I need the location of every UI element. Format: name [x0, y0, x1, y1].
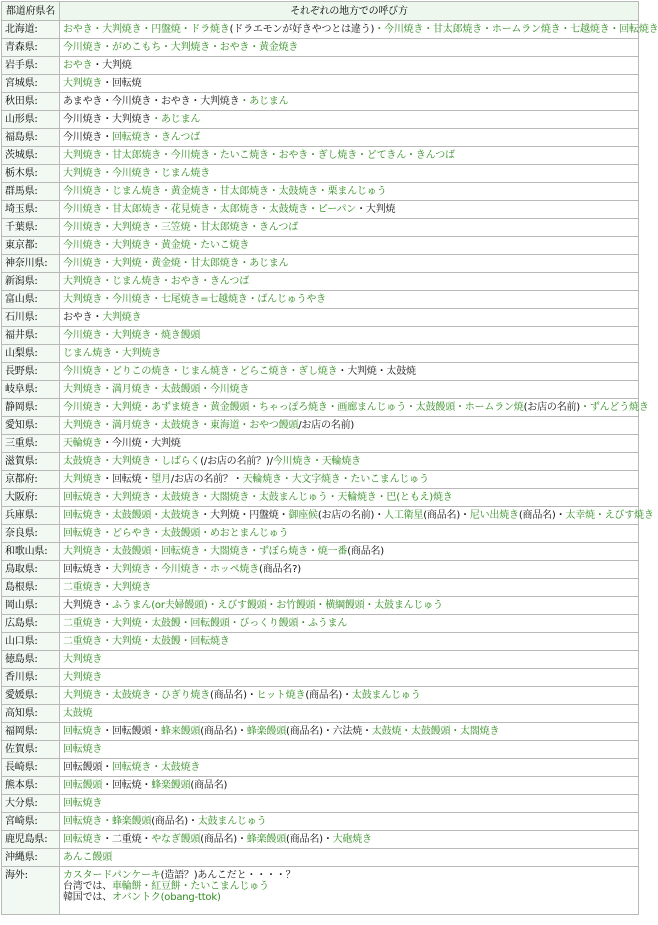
prefecture-cell: 大阪府:	[2, 489, 60, 507]
regional-names-cell	[60, 489, 639, 507]
regional-names-cell	[60, 291, 639, 309]
name-variant: 回転焼き・太鼓焼き	[112, 762, 201, 773]
prefecture-cell: 熊本県:	[2, 777, 60, 795]
regional-names-cell	[60, 237, 639, 255]
prefecture-cell: 山梨県:	[2, 345, 60, 363]
prefecture-cell: 山口県:	[2, 633, 60, 651]
table-row	[2, 345, 639, 363]
table-row	[2, 525, 639, 543]
table-row	[2, 579, 639, 597]
table-row	[2, 381, 639, 399]
regional-names-cell	[60, 381, 639, 399]
name-note: ・回転饅頭・	[102, 726, 162, 737]
prefecture-cell: 兵庫県:	[2, 507, 60, 525]
name-variant: 大判焼き	[63, 654, 103, 665]
name-variant: 大砲焼き	[332, 834, 372, 845]
name-note: (商品名)・	[286, 834, 333, 845]
overseas-line	[63, 892, 635, 903]
table-row	[2, 111, 639, 129]
regional-names-cell	[60, 21, 658, 39]
name-note: (商品名)・	[305, 690, 352, 701]
prefecture-cell: 香川県:	[2, 669, 60, 687]
table-row	[2, 93, 639, 111]
name-variant: 大判焼き・満月焼き・太鼓饅頭・今川焼き	[63, 384, 250, 395]
name-note: ・今川焼・大判焼	[102, 438, 181, 449]
prefecture-cell: 千葉県:	[2, 219, 60, 237]
header-row	[2, 2, 639, 21]
regional-names-cell	[60, 39, 639, 57]
regional-names-cell	[60, 813, 639, 831]
prefecture-cell: 鹿児島県:	[2, 831, 60, 849]
prefecture-cell: 福島県:	[2, 129, 60, 147]
regional-names-cell	[60, 759, 639, 777]
regional-names-cell	[60, 255, 639, 273]
table-body	[2, 21, 658, 915]
regional-names-cell	[60, 615, 639, 633]
name-variant: 今川焼き・じまん焼き・黄金焼き・甘太郎焼き・太鼓焼き・栗まんじゅう	[63, 186, 387, 197]
prefecture-cell: 山形県:	[2, 111, 60, 129]
name-variant: ・あじまん	[239, 96, 289, 107]
table-row	[2, 651, 639, 669]
name-note: (商品名?)	[259, 564, 301, 575]
name-variant: 太幸焼・えびす焼き	[565, 510, 654, 521]
table-row	[2, 21, 639, 39]
prefecture-cell: 広島県:	[2, 615, 60, 633]
prefecture-cell: 沖縄県:	[2, 849, 60, 867]
name-variant: 今川焼き・大判焼き・三笠焼・甘太郎焼き・きんつば	[63, 222, 298, 233]
name-variant: 二重焼き・大判焼・太鼓饅・回転饅頭・びっくり饅頭・ふうまん	[63, 618, 348, 629]
table-row	[2, 669, 639, 687]
name-note: (商品名)・	[151, 816, 198, 827]
name-note: (商品名)・	[423, 510, 470, 521]
name-variant: 太鼓焼	[63, 708, 93, 719]
name-variant: 天輪焼き	[63, 438, 103, 449]
name-variant: 大判焼き・太鼓饅頭・回転焼き・大閤焼き・ずぼら焼き・焼一番	[63, 546, 348, 557]
name-variant: 大判焼き・今川焼き・七尾焼き=七越焼き・ばんじゅうやき	[63, 294, 326, 305]
prefecture-cell: 宮城県:	[2, 75, 60, 93]
name-variant: 大判焼き	[63, 474, 103, 485]
name-variant: 御座候	[288, 510, 318, 521]
name-note: ・二重焼・	[102, 834, 152, 845]
prefecture-cell: 新潟県:	[2, 273, 60, 291]
header-prefecture: 都道府県名	[2, 2, 60, 21]
name-variant: 今川焼き・大判焼き・焼き饅頭	[63, 330, 201, 341]
regional-names-cell	[60, 579, 639, 597]
regional-names-cell	[60, 273, 639, 291]
name-variant: 今川焼き・天輪焼き	[272, 456, 361, 467]
table-row	[2, 561, 639, 579]
table-row	[2, 183, 639, 201]
regional-names-cell	[60, 741, 639, 759]
table-row	[2, 453, 639, 471]
name-note: ・大判焼・太鼓焼	[337, 366, 416, 377]
table-row	[2, 237, 639, 255]
name-variant: おやき・大判焼き・円盤焼・ドラ焼き	[63, 24, 230, 35]
table-row	[2, 291, 639, 309]
name-variant: 大判焼き	[63, 672, 103, 683]
prefecture-cell: 三重県:	[2, 435, 60, 453]
name-note: おやき・	[63, 312, 103, 323]
name-note: 台湾では、	[63, 881, 112, 892]
table-row	[2, 255, 639, 273]
regional-names-cell	[60, 327, 639, 345]
name-variant: 大判焼き・今川焼き・じまん焼き	[63, 168, 210, 179]
name-variant: 大判焼き・満月焼き・太鼓焼き・東海道・おやつ饅頭	[63, 420, 299, 431]
table-row	[2, 741, 639, 759]
prefecture-cell: 富山県:	[2, 291, 60, 309]
name-note: (造語？)あんこだと・・・・？	[160, 870, 296, 881]
name-variant: ・あじまん	[151, 114, 201, 125]
name-note: /お店の名前)	[298, 420, 355, 431]
regional-names-cell	[60, 435, 639, 453]
prefecture-cell: 埼玉県:	[2, 201, 60, 219]
table-row	[2, 165, 639, 183]
table-row	[2, 759, 639, 777]
name-note: ・大判焼	[92, 60, 132, 71]
name-note: 大判焼き・	[63, 600, 112, 611]
prefecture-cell: 大分県:	[2, 795, 60, 813]
prefecture-cell: 静岡県:	[2, 399, 60, 417]
regional-names-cell	[60, 111, 639, 129]
prefecture-cell: 愛媛県:	[2, 687, 60, 705]
name-note: (/お店の名前？)/	[200, 456, 273, 467]
regional-names-cell	[60, 93, 639, 111]
prefecture-cell: 京都府:	[2, 471, 60, 489]
name-note: (商品名)	[190, 780, 228, 791]
regional-names-cell	[60, 669, 639, 687]
name-variant: 大判焼き・今川焼き・ホッペ焼き	[112, 564, 259, 575]
name-variant: 今川焼き・甘太郎焼き・花見焼き・太郎焼き・太鼓焼き・ピーパン	[63, 204, 357, 215]
regional-names-cell	[60, 507, 654, 525]
regional-names-cell	[60, 705, 639, 723]
name-variant: 回転焼き	[63, 834, 103, 845]
name-variant: 回転焼き・きんつば	[112, 132, 200, 143]
name-variant: 太鼓焼・太鼓饅頭・太閤焼き	[371, 726, 500, 737]
name-variant: 今川焼き・がめこもち・大判焼き・おやき・黄金焼き	[63, 42, 299, 53]
table-row	[2, 723, 639, 741]
regional-names-cell	[60, 597, 639, 615]
name-note: ・回転焼・	[102, 780, 152, 791]
prefecture-cell: 石川県:	[2, 309, 60, 327]
overseas-line	[63, 881, 635, 892]
table-row	[2, 543, 639, 561]
name-note: 今川焼き・	[63, 132, 112, 143]
name-variant: 太鼓焼き・大判焼き・しばらく	[63, 456, 201, 467]
name-note: (ドラエモンが好きやつとは違う)	[229, 24, 375, 35]
name-variant: 太鼓まんじゅう	[197, 816, 267, 827]
name-variant: あんこ饅頭	[63, 852, 112, 863]
name-note: (商品名)・	[200, 834, 247, 845]
name-variant: やなぎ饅頭	[151, 834, 201, 845]
name-note: 回転饅頭・	[63, 762, 112, 773]
name-note: 韓国では、	[63, 892, 112, 903]
name-note: 今川焼き・大判焼き	[63, 114, 152, 125]
regional-names-cell	[60, 129, 639, 147]
prefecture-cell: 栃木県:	[2, 165, 60, 183]
table-row	[2, 705, 639, 723]
name-variant: 人工衛星	[384, 510, 424, 521]
regional-names-cell	[60, 687, 639, 705]
regional-names-cell	[60, 165, 639, 183]
name-note: (お店の名前)・	[317, 510, 385, 521]
name-variant: 蜂楽饅頭	[246, 834, 287, 845]
regional-names-cell	[60, 561, 639, 579]
name-variant: ヒット焼き	[256, 690, 306, 701]
name-variant: 大判焼き・太鼓焼き・ひぎり焼き	[63, 690, 210, 701]
prefecture-cell: 長崎県:	[2, 759, 60, 777]
table-row	[2, 777, 639, 795]
regional-names-cell	[60, 453, 639, 471]
name-variant: 蜂楽饅頭	[246, 726, 287, 737]
overseas-line	[63, 870, 635, 881]
regional-names-cell	[60, 543, 639, 561]
name-note: (商品名)・	[200, 726, 247, 737]
table-row	[2, 687, 639, 705]
table-row	[2, 615, 639, 633]
regional-names-cell	[60, 57, 639, 75]
name-variant: 今川焼き・大判焼き・黄金焼・たいこ焼き	[63, 240, 250, 251]
name-variant: 今川焼き・どりこの焼き・じまん焼き・どらこ焼き・ぎし焼き	[63, 366, 338, 377]
prefecture-cell: 茨城県:	[2, 147, 60, 165]
prefecture-cell: 宮崎県:	[2, 813, 60, 831]
name-note: (商品名)・	[518, 510, 566, 521]
prefecture-cell: 青森県:	[2, 39, 60, 57]
name-note: (商品名)・六法焼・	[286, 726, 372, 737]
regional-names-cell	[60, 345, 639, 363]
name-variant: 回転饅頭	[63, 780, 103, 791]
name-variant: 回転焼き・太鼓饅頭・太鼓焼き	[63, 510, 201, 521]
table-row	[2, 417, 639, 435]
name-variant: 望月	[151, 474, 171, 485]
name-variant: カスタードパンケーキ	[63, 870, 161, 881]
table-row	[2, 633, 639, 651]
prefecture-cell: 奈良県:	[2, 525, 60, 543]
name-variant: 回転焼き・どらやき・太鼓饅頭・めおとまんじゅう	[63, 528, 289, 539]
regional-names-cell	[60, 183, 639, 201]
prefecture-cell: 長野県:	[2, 363, 60, 381]
name-note: (お店の名前)	[523, 402, 581, 413]
name-note: (商品名)・	[210, 690, 257, 701]
name-variant: 蜂楽饅頭	[151, 780, 191, 791]
table-row	[2, 795, 639, 813]
prefecture-cell: 秋田県:	[2, 93, 60, 111]
regional-names-cell	[60, 777, 639, 795]
prefecture-cell: 愛知県:	[2, 417, 60, 435]
regional-names-cell	[60, 723, 639, 741]
regional-names-cell	[60, 219, 639, 237]
table-row	[2, 831, 639, 849]
name-variant: 大判焼き	[63, 78, 103, 89]
name-variant: おやき	[63, 60, 93, 71]
table-row	[2, 201, 639, 219]
name-variant: 今川焼き・大判焼・あずま焼き・黄金饅頭・ちゃっぽろ焼き・画廊まんじゅう・太鼓饅頭・ホームラン焼	[63, 402, 524, 413]
table-row	[2, 75, 639, 93]
name-note: ・大判焼	[356, 204, 396, 215]
prefecture-cell: 岡山県:	[2, 597, 60, 615]
table-row	[2, 39, 639, 57]
name-variant: 大判焼き・じまん焼き・おやき・きんつば	[63, 276, 249, 287]
regional-names-cell	[60, 525, 639, 543]
name-variant: 今川焼き・大判焼・黄金焼・甘太郎焼き・あじまん	[63, 258, 289, 269]
regional-names-cell	[60, 633, 639, 651]
table-row	[2, 813, 639, 831]
name-note: (商品名)	[347, 546, 385, 557]
regional-names-cell	[60, 471, 639, 489]
table-row	[2, 399, 639, 417]
name-note: あまやき・今川焼き・おやき・大判焼き	[63, 96, 240, 107]
prefecture-cell: 佐賀県:	[2, 741, 60, 759]
table-row	[2, 363, 639, 381]
table-row	[2, 489, 639, 507]
prefecture-cell: 海外:	[2, 867, 60, 915]
name-note: ・大判焼・円盤焼・	[200, 510, 289, 521]
name-variant: 回転焼き・大判焼き・太鼓焼き・大閤焼き・太鼓まんじゅう・天輪焼き・巴(ともえ)焼き	[63, 492, 453, 503]
name-variant: 回転焼き	[63, 798, 103, 809]
table-row	[2, 471, 639, 489]
name-note: 回転焼き・	[63, 564, 112, 575]
name-variant: 天輪焼き・大文字焼き・たいこまんじゅう	[242, 474, 429, 485]
prefecture-cell: 群馬県:	[2, 183, 60, 201]
table-row	[2, 849, 639, 867]
name-note: /お店の名前？・	[170, 474, 243, 485]
table-row	[2, 309, 639, 327]
regional-names-table	[1, 1, 658, 915]
table-row	[2, 435, 639, 453]
name-variant: 二重焼き・大判焼き	[63, 582, 152, 593]
prefecture-cell: 滋賀県:	[2, 453, 60, 471]
table-row	[2, 327, 639, 345]
prefecture-cell: 高知県:	[2, 705, 60, 723]
table-row	[2, 219, 639, 237]
name-variant: じまん焼き・大判焼き	[63, 348, 161, 359]
name-variant: ふうまん(or夫婦饅頭)・えびす饅頭・お竹饅頭・横綱饅頭・太鼓まんじゅう	[112, 600, 443, 611]
name-note: ・回転焼	[102, 78, 142, 89]
name-variant: 二重焼き・大判焼・太鼓饅・回転焼き	[63, 636, 230, 647]
regional-names-cell	[60, 831, 639, 849]
regional-names-cell	[60, 75, 639, 93]
name-variant: ・ずんどう焼き	[580, 402, 649, 413]
prefecture-cell: 福井県:	[2, 327, 60, 345]
name-variant: 大判焼き・甘太郎焼き・今川焼き・たいこ焼き・おやき・ぎし焼き・どてきん・きんつば	[63, 150, 455, 161]
table-row-overseas	[2, 867, 639, 915]
name-variant: 車輪餅・紅豆餅・たいこまんじゅう	[112, 881, 269, 892]
name-variant: オバントク(obang-ttok)	[112, 892, 221, 903]
name-variant: ・今川焼き・甘太郎焼き・ホームラン焼き・七越焼き・回転焼き	[374, 24, 658, 35]
prefecture-cell: 岩手県:	[2, 57, 60, 75]
regional-names-cell	[60, 849, 639, 867]
regional-names-cell	[60, 795, 639, 813]
name-variant: 回転焼き・蜂楽饅頭	[63, 816, 152, 827]
prefecture-cell: 和歌山県:	[2, 543, 60, 561]
header-regional-names: それぞれの地方での呼び方	[60, 2, 639, 21]
prefecture-cell: 鳥取県:	[2, 561, 60, 579]
regional-names-cell	[60, 363, 639, 381]
regional-names-cell	[60, 309, 639, 327]
prefecture-cell: 徳島県:	[2, 651, 60, 669]
table-row	[2, 273, 639, 291]
prefecture-cell: 東京都:	[2, 237, 60, 255]
name-variant: 太鼓まんじゅう	[351, 690, 421, 701]
regional-names-cell	[60, 651, 639, 669]
regional-names-cell	[60, 399, 649, 417]
table-row	[2, 597, 639, 615]
name-variant: 回転焼き	[63, 726, 103, 737]
table-row	[2, 57, 639, 75]
prefecture-cell: 福岡県:	[2, 723, 60, 741]
prefecture-cell: 島根県:	[2, 579, 60, 597]
regional-names-cell	[60, 417, 639, 435]
name-variant: 蜂来饅頭	[161, 726, 201, 737]
regional-names-cell	[60, 867, 639, 915]
name-variant: 大判焼き	[102, 312, 142, 323]
prefecture-cell: 北海道:	[2, 21, 60, 39]
table-row	[2, 129, 639, 147]
table-row	[2, 147, 639, 165]
regional-names-cell	[60, 147, 639, 165]
prefecture-cell: 岐阜県:	[2, 381, 60, 399]
table-row	[2, 507, 639, 525]
name-variant: 尼い出焼き	[469, 510, 519, 521]
prefecture-cell: 神奈川県:	[2, 255, 60, 273]
name-note: ・回転焼・	[102, 474, 152, 485]
regional-names-cell	[60, 201, 639, 219]
name-variant: 回転焼き	[63, 744, 103, 755]
